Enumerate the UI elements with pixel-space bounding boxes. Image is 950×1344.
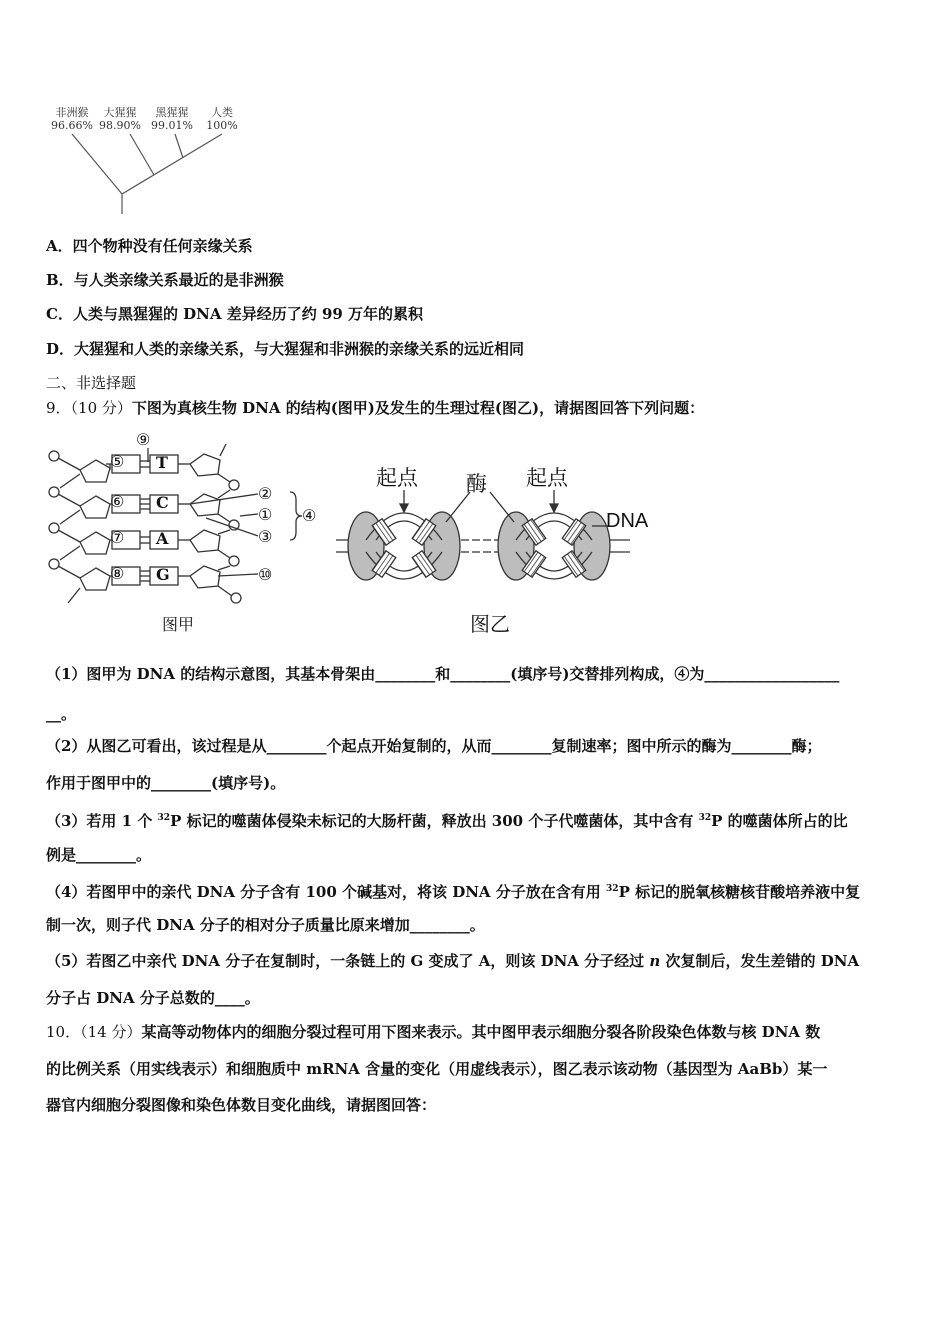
label-8: ⑧	[110, 564, 125, 583]
label-2: ②	[258, 484, 273, 503]
q9-sub4-text-a: （4）若图甲中的亲代 DNA 分子含有 100 个碱基对，将该 DNA 分子放在含有用	[46, 883, 607, 901]
option-b: B．与人类亲缘关系最近的是非洲猴	[46, 271, 284, 289]
q9-stem	[46, 398, 704, 418]
option-c: C．人类与黑猩猩的 DNA 差异经历了约 99 万年的累积	[46, 305, 424, 323]
q9-sub3-line1	[46, 808, 848, 831]
superscript-32: 32	[698, 813, 712, 823]
origin-label-1: 起点	[376, 466, 418, 490]
option-d: D．大猩猩和人类的亲缘关系，与大猩猩和非洲猴的亲缘关系的远近相同	[46, 340, 525, 358]
figure-jia-caption: 图甲	[162, 615, 195, 634]
q9-sub4-line1	[46, 879, 860, 902]
label-7: ⑦	[110, 528, 125, 547]
tree-label-human	[200, 106, 244, 132]
q10-line2: 的比例关系（用实线表示）和细胞质中 mRNA 含量的变化（用虚线表示），图乙表示该动物（基因型为 AaBb）某一	[46, 1060, 828, 1078]
species-name: 非洲猴	[55, 106, 89, 119]
label-6: ⑥	[110, 492, 125, 511]
q9-sub3-text-c: P 的噬菌体所占的比	[711, 812, 848, 830]
variable-n: n	[649, 952, 661, 970]
label-5: ⑤	[110, 452, 125, 471]
q9-sub5-text-a: （5）若图乙中亲代 DNA 分子在复制时，一条链上的 G 变成了 A，则该 DNA 分子经过	[46, 952, 650, 970]
base-c: C	[156, 493, 169, 512]
label-1: ①	[258, 505, 273, 524]
q9-sub5-line1	[46, 951, 859, 971]
species-percent: 96.66%	[51, 119, 93, 132]
label-10: ⑩	[258, 565, 273, 584]
origin-label-2: 起点	[526, 466, 568, 490]
q9-sub5-text-b: 次复制后，发生差错的 DNA	[660, 952, 860, 970]
q9-sub1-line2: __。	[46, 705, 77, 723]
enzyme-label: 酶	[466, 472, 487, 496]
q9-sub4-line2: 制一次，则子代 DNA 分子的相对分子质量比原来增加________。	[46, 916, 485, 934]
q9-number: 9．（10 分）	[46, 399, 132, 417]
tree-label-chimpanzee	[150, 106, 194, 132]
q9-sub2-line1: （2）从图乙可看出，该过程是从________个起点开始复制的，从而________复制速率；图中所示的酶为________酶；	[46, 737, 822, 755]
tree-label-african-monkey	[50, 106, 94, 132]
base-g: G	[156, 565, 170, 584]
species-percent: 99.01%	[151, 119, 193, 132]
superscript-32: 32	[157, 813, 171, 823]
q10-line1	[46, 1022, 820, 1042]
q9-sub3-line2: 例是________。	[46, 846, 152, 864]
species-name: 大猩猩	[103, 106, 137, 119]
q10-number: 10．（14 分）	[46, 1023, 142, 1041]
label-4: ④	[302, 506, 317, 525]
q9-sub3-text-a: （3）若用 1 个	[46, 812, 158, 830]
q10-line3: 器官内细胞分裂图像和染色体数目变化曲线，请据图回答：	[46, 1096, 437, 1114]
option-a: A．四个物种没有任何亲缘关系	[46, 237, 253, 255]
figure-yi-caption: 图乙	[470, 612, 510, 636]
tree-label-gorilla	[98, 106, 142, 132]
q9-sub2-line2: 作用于图甲中的________(填序号)。	[46, 774, 286, 792]
species-name: 黑猩猩	[155, 106, 189, 119]
dna-label: DNA	[606, 510, 649, 532]
q10-text-1: 某高等动物体内的细胞分裂过程可用下图来表示。其中图甲表示细胞分裂各阶段染色体数与核 DNA 数	[141, 1023, 821, 1041]
dna-structure-diagram	[40, 428, 340, 608]
species-name: 人类	[211, 106, 233, 119]
section-heading: 二、非选择题	[46, 374, 137, 392]
base-t: T	[156, 453, 168, 472]
q9-stem-text: 下图为真核生物 DNA 的结构(图甲)及发生的生理过程(图乙)，请据图回答下列问题：	[131, 399, 705, 417]
species-percent: 100%	[206, 119, 238, 132]
superscript-32: 32	[606, 884, 619, 894]
label-9: ⑨	[136, 430, 151, 449]
tree-branches	[40, 130, 260, 220]
q9-sub4-text-b: P 标记的脱氧核糖核苷酸培养液中复	[618, 883, 861, 901]
species-percent: 98.90%	[99, 119, 141, 132]
base-a: A	[156, 529, 169, 548]
q9-sub5-line2: 分子占 DNA 分子总数的____。	[46, 989, 260, 1007]
q9-sub1-line1: （1）图甲为 DNA 的结构示意图，其基本骨架由________和________(填序号)交替排列构成，④为__________________	[46, 665, 840, 683]
q9-sub3-text-b: P 标记的噬菌体侵染未标记的大肠杆菌，释放出 300 个子代噬菌体，其中含有	[170, 812, 699, 830]
label-3: ③	[258, 527, 273, 546]
